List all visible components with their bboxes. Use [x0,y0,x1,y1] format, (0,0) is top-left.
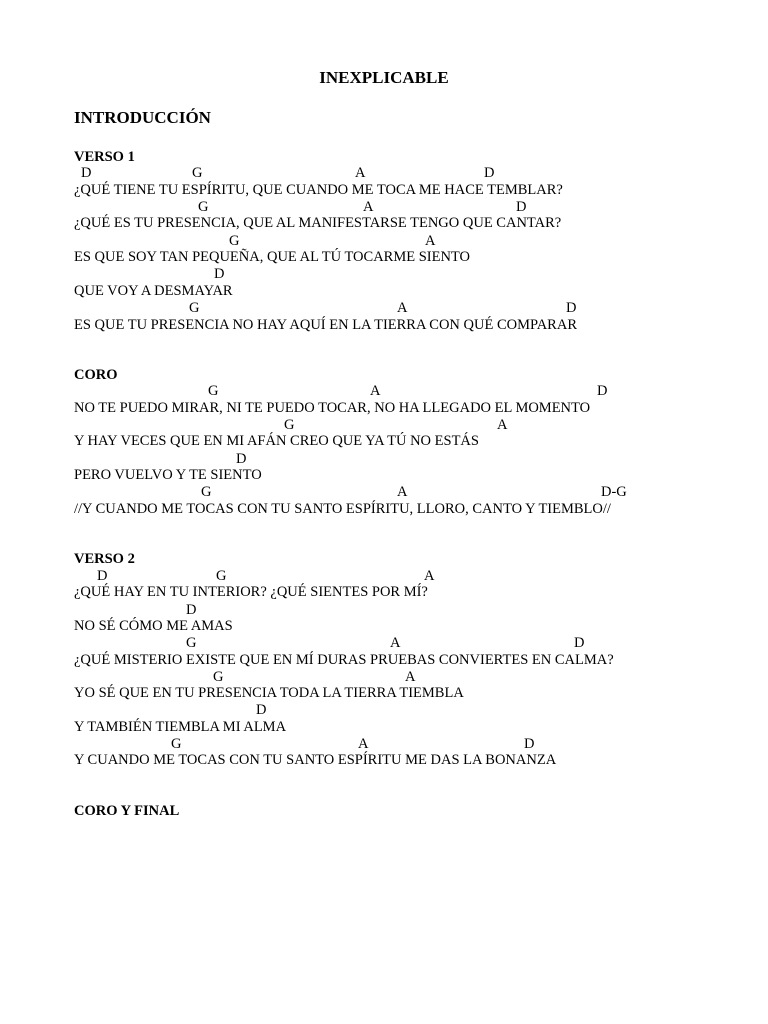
chord: A [370,383,381,399]
lyric-line: PERO VUELVO Y TE SIENTO [74,467,262,483]
chord: G [208,383,219,399]
chord: D [97,568,108,584]
chorus-heading: CORO [74,367,118,383]
chord: G [186,635,197,651]
lyric-line: ¿QUÉ MISTERIO EXISTE QUE EN MÍ DURAS PRUEBAS CONVIERTES EN CALMA? [74,652,614,668]
chord: G [171,736,182,752]
chord: D-G [601,484,627,500]
lyric-line: Y CUANDO ME TOCAS CON TU SANTO ESPÍRITU ME DAS LA BONANZA [74,752,557,768]
chord: D [484,165,495,181]
chord: A [355,165,366,181]
lyric-line: ES QUE SOY TAN PEQUEÑA, QUE AL TÚ TOCARME SIENTO [74,249,470,265]
chord: A [405,669,416,685]
lyric-line: //Y CUANDO ME TOCAS CON TU SANTO ESPÍRITU, LLORO, CANTO Y TIEMBLO// [74,501,611,517]
chord: G [201,484,212,500]
chord: G [216,568,227,584]
lyric-line: ¿QUÉ TIENE TU ESPÍRITU, QUE CUANDO ME TOCA ME HACE TEMBLAR? [74,182,563,198]
chord: A [390,635,401,651]
chord: D [524,736,535,752]
chord: D [81,165,92,181]
chord: A [397,484,408,500]
chord: D [186,602,197,618]
lyric-line: YO SÉ QUE EN TU PRESENCIA TODA LA TIERRA TIEMBLA [74,685,464,701]
verse1-heading: VERSO 1 [74,149,135,165]
intro-heading: INTRODUCCIÓN [74,108,211,127]
lyric-line: Y HAY VECES QUE EN MI AFÁN CREO QUE YA TÚ NO ESTÁS [74,433,479,449]
lyric-line: Y TAMBIÉN TIEMBLA MI ALMA [74,719,287,735]
chord: G [213,669,224,685]
chord: G [229,233,240,249]
chord: A [424,568,435,584]
chord: G [189,300,200,316]
lyric-line: ¿QUÉ ES TU PRESENCIA, QUE AL MANIFESTARSE TENGO QUE CANTAR? [74,215,562,231]
chord: A [425,233,436,249]
chord: D [597,383,608,399]
chord: D [516,199,527,215]
chord: G [192,165,203,181]
song-title: INEXPLICABLE [319,68,449,87]
chord: G [198,199,209,215]
verse2-heading: VERSO 2 [74,551,135,567]
chord: D [214,266,225,282]
chord: D [566,300,577,316]
chord: A [358,736,369,752]
chord: A [497,417,508,433]
lyric-line: NO SÉ CÓMO ME AMAS [74,618,233,634]
lyric-line: QUE VOY A DESMAYAR [74,283,233,299]
chord: G [284,417,295,433]
chord: D [236,451,247,467]
lyric-line: ES QUE TU PRESENCIA NO HAY AQUÍ EN LA TIERRA CON QUÉ COMPARAR [74,317,577,333]
chord: A [363,199,374,215]
chord: A [397,300,408,316]
outro-heading: CORO Y FINAL [74,803,180,819]
lyric-line: NO TE PUEDO MIRAR, NI TE PUEDO TOCAR, NO HA LLEGADO EL MOMENTO [74,400,591,416]
chord: D [256,702,267,718]
lyric-line: ¿QUÉ HAY EN TU INTERIOR? ¿QUÉ SIENTES POR MÍ? [74,584,428,600]
chord: D [574,635,585,651]
